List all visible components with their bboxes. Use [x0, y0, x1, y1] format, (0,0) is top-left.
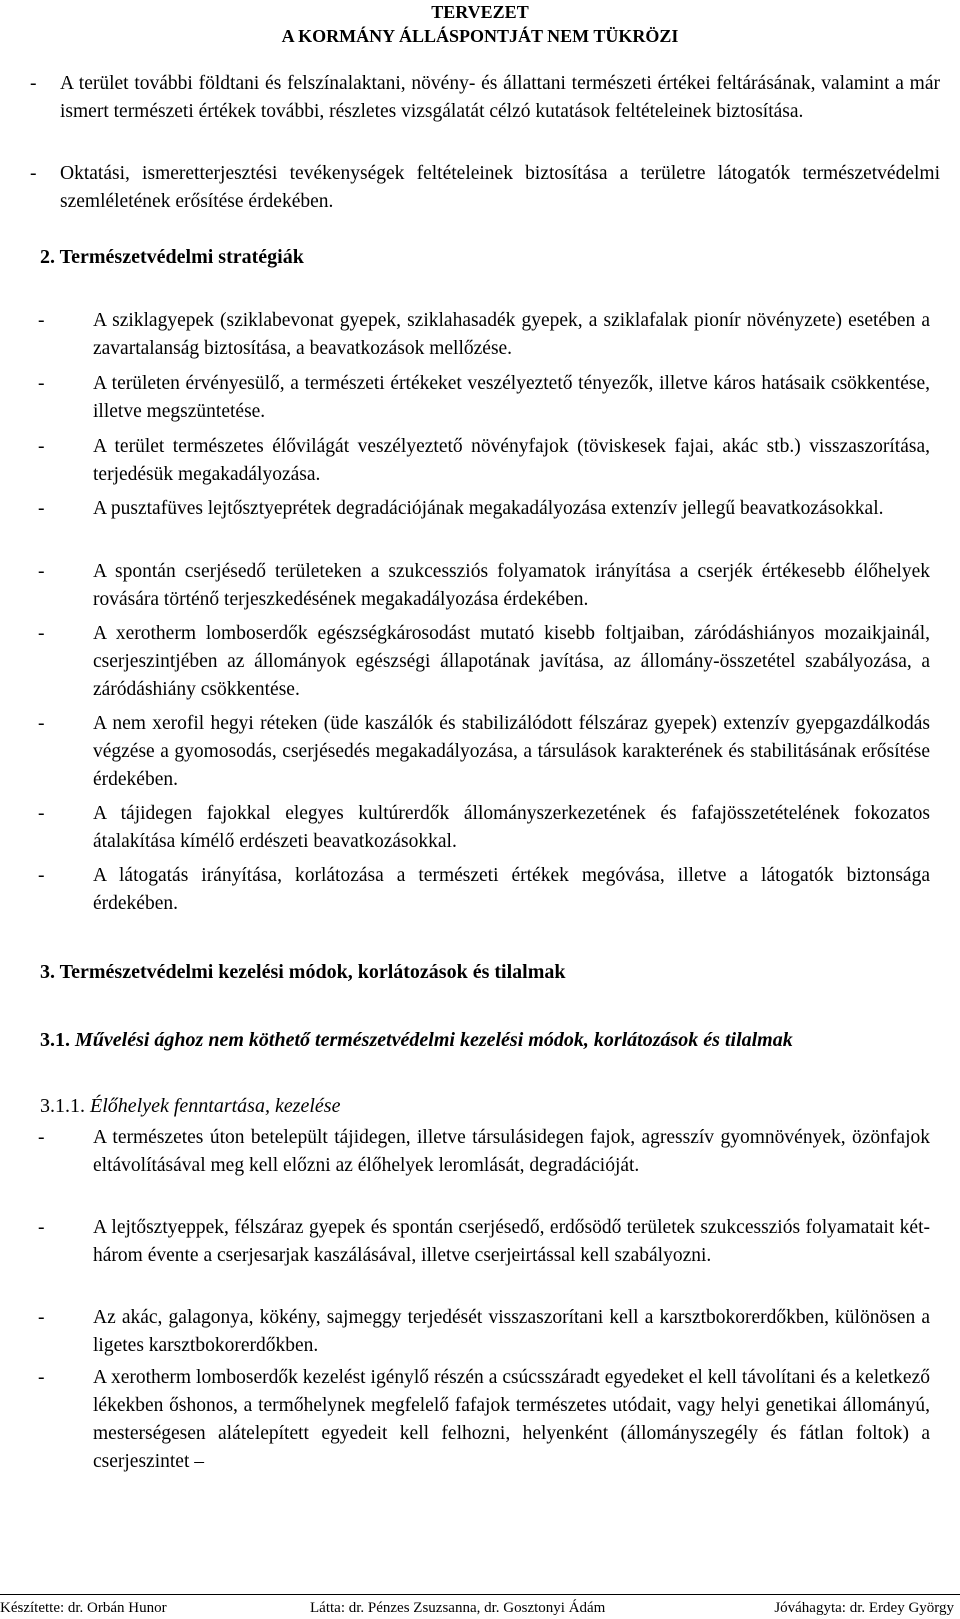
list-item: - A spontán cserjésedő területeken a szukcessziós folyamatok irányítása a cserjék értékesebb élőhelyek rovására történő terjeszkedésének megakadályozása érdekében.: [93, 558, 930, 614]
list-item: - A tájidegen fajokkal elegyes kultúrerdők állományszerkezetének és fafajösszetételének fokozatos átalakítása kímélő erdészeti beavatkozásokkal.: [93, 800, 930, 856]
list-item: - Az akác, galagonya, kökény, sajmeggy terjedését visszaszorítani kell a karsztbokorerdőkben, különösen a ligetes karsztbokorerdőkben.: [93, 1304, 930, 1360]
bullet-dash: -: [38, 310, 45, 331]
list-item: - A terület természetes élővilágát veszélyeztető növényfajok (töviskesek fajai, akác stb.) visszaszorítása, terjedésük megakadályozása.: [93, 433, 930, 489]
bullet-dash: -: [30, 163, 37, 184]
draft-label: TERVEZET: [431, 2, 529, 22]
list-item: - A nem xerofil hegyi réteken (üde kaszálók és stabilizálódott félszáraz gyepek) extenzív gyepgazdálkodás végzése a gyomosodás, cserjésedés megakadályozása, a társulások karakterének és stabilitásának erősítése érdekében.: [93, 710, 930, 794]
subsection-number: 3.1.: [40, 1029, 70, 1051]
list-item: - A természetes úton betelepült tájidegen, illetve társulásidegen fajok, agresszív gyomnövények, özönfajok eltávolításával meg kell előzni az élőhelyek leromlását, degradációját.: [93, 1124, 930, 1180]
bullet-dash: -: [38, 1367, 45, 1388]
footer-approved-by: Jóváhagyta: dr. Erdey György: [774, 1600, 954, 1616]
list-item: - A pusztafüves lejtősztyeprétek degradációjának megakadályozása extenzív jellegű beavatkozásokkal.: [93, 495, 930, 523]
subsubsection-heading: [40, 1092, 340, 1120]
bullet-dash: -: [38, 1217, 45, 1238]
subsection-heading: [40, 1026, 793, 1054]
bullet-dash: -: [38, 498, 45, 519]
bullet-dash: -: [38, 865, 45, 886]
list-item: - A sziklagyepek (sziklabevonat gyepek, sziklahasadék gyepek, a sziklafalak pionír növényzete) esetében a zavartalanság biztosítása, a beavatkozások mellőzése.: [93, 307, 930, 363]
disclaimer-label: A KORMÁNY ÁLLÁSPONTJÁT NEM TÜKRÖZI: [281, 26, 679, 46]
bullet-dash: -: [38, 561, 45, 582]
bullet-dash: -: [38, 713, 45, 734]
bullet-dash: -: [38, 1127, 45, 1148]
section-heading: 2. Természetvédelmi stratégiák: [40, 246, 304, 268]
document-header: [0, 0, 960, 48]
list-item: - A terület további földtani és felszínalaktani, növény- és állattani természeti értékei feltárásának, valamint a már ismert természeti értékek további, részletes vizsgálatát célzó kutatások feltételeinek biztosítása.: [60, 70, 940, 126]
section-heading: 3. Természetvédelmi kezelési módok, korlátozások és tilalmak: [40, 961, 566, 983]
bullet-dash: -: [30, 73, 37, 94]
list-item: - A lejtősztyeppek, félszáraz gyepek és spontán cserjésedő, erdősödő területek szukcessziós folyamatait két-három évente a cserjesarjak kaszálásával, illetve cserjeirtással kell szabályozni.: [93, 1214, 930, 1270]
footer-reviewed-by: Látta: dr. Pénzes Zsuzsanna, dr. Gosztonyi Ádám: [310, 1600, 606, 1616]
subsubsection-number: 3.1.1.: [40, 1095, 85, 1117]
footer-prepared-by: Készítette: dr. Orbán Hunor: [0, 1600, 167, 1616]
subsection-title: Művelési ághoz nem köthető természetvédelmi kezelési módok, korlátozások és tilalmak: [75, 1029, 793, 1051]
list-item: - Oktatási, ismeretterjesztési tevékenységek feltételeinek biztosítása a területre látogatók természetvédelmi szemléletének erősítése érdekében.: [60, 160, 940, 216]
list-item: - A területen érvényesülő, a természeti értékeket veszélyeztető tényezők, illetve káros hatásaik csökkentése, illetve megszüntetése.: [93, 370, 930, 426]
subsubsection-title: Élőhelyek fenntartása, kezelése: [90, 1095, 341, 1117]
list-item: - A xerotherm lomboserdők kezelést igénylő részén a csúcsszáradt egyedeket el kell távolítani és a keletkező lékekben őshonos, a termőhelynek megfelelő fafajok természetes utódait, vagy helyi genetikai állományú, mesterségesen alátelepített egyedeit kell felhozni, helyenként (állományszegély és fátlan foltok) a cserjeszintet –: [93, 1364, 930, 1476]
list-item: - A xerotherm lomboserdők egészségkárosodást mutató kisebb foltjaiban, záródáshiányos mozaikjainál, cserjeszintjében az állományok egészségi állapotának javítása, az állomány-összetétel szabályozása, a záródáshiány csökkentése.: [93, 620, 930, 704]
bullet-dash: -: [38, 803, 45, 824]
bullet-dash: -: [38, 1307, 45, 1328]
bullet-dash: -: [38, 436, 45, 457]
bullet-dash: -: [38, 623, 45, 644]
page-footer: [0, 1594, 960, 1618]
list-item: - A látogatás irányítása, korlátozása a természeti értékek megóvása, illetve a látogatók biztonsága érdekében.: [93, 862, 930, 918]
bullet-dash: -: [38, 373, 45, 394]
